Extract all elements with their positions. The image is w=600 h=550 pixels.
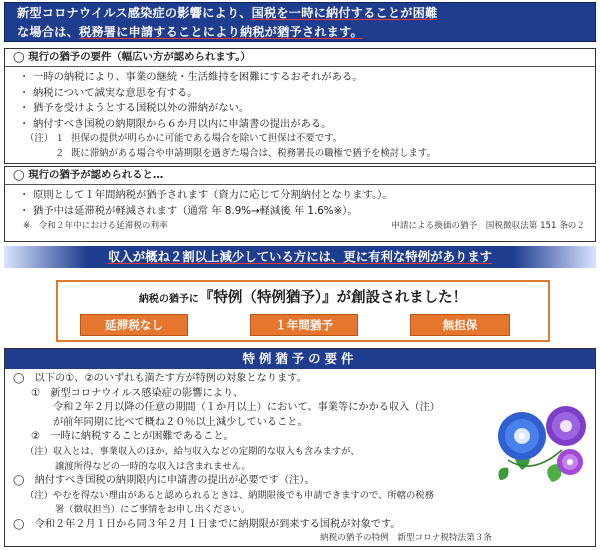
list-item: [5, 70, 595, 86]
banner-line-1: [17, 4, 595, 23]
header-banner: [4, 2, 596, 42]
banner-text-emphasis: 国税を一時に納付することが困難: [251, 6, 438, 20]
bullet-icon: ・: [19, 117, 30, 130]
requirement-line: ◯ 納付すべき国税の納期限内に申請書の提出が必要です（注）。: [13, 475, 315, 487]
banner-text: な場合は、: [17, 25, 79, 39]
bullet-icon: ・: [19, 71, 30, 83]
requirement-note: （注）やむを得ない理由があると認められるときは、納期限後でも申請できますので、所轄の税務: [25, 489, 434, 501]
current-requirements-box: [4, 48, 596, 164]
current-requirements-heading: ◯ 現行の猶予の要件（幅広い方が認められます。）: [5, 49, 595, 67]
approved-heading: ◯ 現行の猶予が認められると…: [5, 167, 595, 185]
requirement-line: ◯ 以下の①、②のいずれも満たす方が特例の対象となります。: [13, 373, 307, 384]
banner-text: 新型コロナウイルス感染症の影響により、: [17, 6, 252, 20]
approved-box: [4, 166, 596, 242]
banner-line-2: [17, 23, 595, 42]
band-text: 収入が概ね２割以上減少している方には、更に有利な特例があります: [107, 249, 493, 264]
pill-no-delinquency-tax: 延滞税なし: [80, 314, 188, 336]
requirement-line: ◯ 令和２年２月１日から同３年２月１日までに納期限が到来する国税が対象です。: [13, 518, 401, 530]
requirement-line: が前年同期に比べて概ね２０％以上減少していること。: [53, 416, 308, 428]
requirement-line: ② 一時に納税することが困難であること。: [31, 431, 234, 443]
special-notice-band: [4, 246, 596, 268]
note-number: １: [55, 133, 65, 144]
list-item: [5, 204, 595, 220]
list-item-text: 一時の納税により、事業の継続・生活維持を困難にするおそれがある。: [33, 71, 363, 83]
special-frame: [56, 280, 550, 342]
note-text: 担保の提供が明らかに可能である場合を除いて担保は不要です。: [71, 133, 343, 144]
flower-violet-icon: [557, 449, 583, 475]
note-text: 既に滞納がある場合や申請期限を過ぎた場合は、税務署長の職権で猶予を検討します。: [71, 147, 436, 159]
special-title-prefix: 納税の猶予に: [138, 294, 199, 305]
special-title-main: 『特例（特例猶予）』が創設されました！: [198, 290, 468, 306]
bullet-icon: ・: [19, 189, 30, 201]
list-item-text: 猶予中は延滞税が軽減されます（通常 年 8.9%→軽減後 年 1.6%※）。: [33, 204, 358, 217]
note-row: [5, 132, 595, 147]
banner-text-emphasis: 税務署に申請することにより納税が猶予されます。: [78, 25, 363, 39]
list-item-text: 原則として１年間納税が猶予されます（資力に応じて分割納付となります。）。: [33, 189, 393, 201]
requirement-line: ① 新型コロナウイルス感染症の影響により、: [31, 387, 244, 399]
bullet-icon: ・: [19, 102, 30, 114]
special-title: [58, 286, 548, 307]
list-item-text: 納付すべき国税の納期限から６か月以内に申請書の提出がある。: [33, 117, 332, 130]
morning-glory-icon: [482, 400, 592, 488]
note-row: [5, 147, 595, 162]
requirement-line: 令和２年２月以降の任意の期間（１か月以上）において、事業等にかかる収入（注）: [53, 402, 440, 414]
list-item-text: 猶予を受けようとする国税以外の滞納がない。: [33, 102, 250, 114]
footnote-left: ※ 令和２年中における延滞税の利率: [23, 221, 168, 231]
special-requirements-heading: 特例猶予の要件: [5, 349, 595, 369]
requirements-footnote: 納税の猶予の特例 新型コロナ税特法第３条: [320, 533, 492, 543]
note-number: ２: [55, 147, 65, 159]
footnote-right: 申請による換価の猶予 国税徴収法第 151 条の２: [391, 221, 585, 231]
requirement-note: 署（徴収担当）にご事情をお申し出ください。: [55, 504, 251, 516]
approved-footnotes: [5, 219, 595, 233]
pill-one-year-grace: １年間猶予: [250, 314, 358, 336]
flower-purple-icon: [546, 406, 586, 446]
pill-no-collateral: 無担保: [410, 314, 510, 336]
requirement-note: （注）収入とは、事業収入のほか、給与収入などの定期的な収入も含みますが、: [25, 445, 360, 457]
list-item-text: 納税について誠実な意思を有する。: [33, 86, 198, 99]
note-label: （注）: [25, 133, 54, 144]
list-item: [5, 86, 595, 102]
list-item: [5, 101, 595, 117]
list-item: [5, 188, 595, 204]
bullet-icon: ・: [19, 204, 30, 217]
bullet-icon: ・: [19, 86, 30, 99]
flower-blue-icon: [498, 412, 546, 460]
requirement-note: 譲渡所得などの一時的な収入は含まれません。: [55, 460, 251, 472]
list-item: [5, 117, 595, 133]
